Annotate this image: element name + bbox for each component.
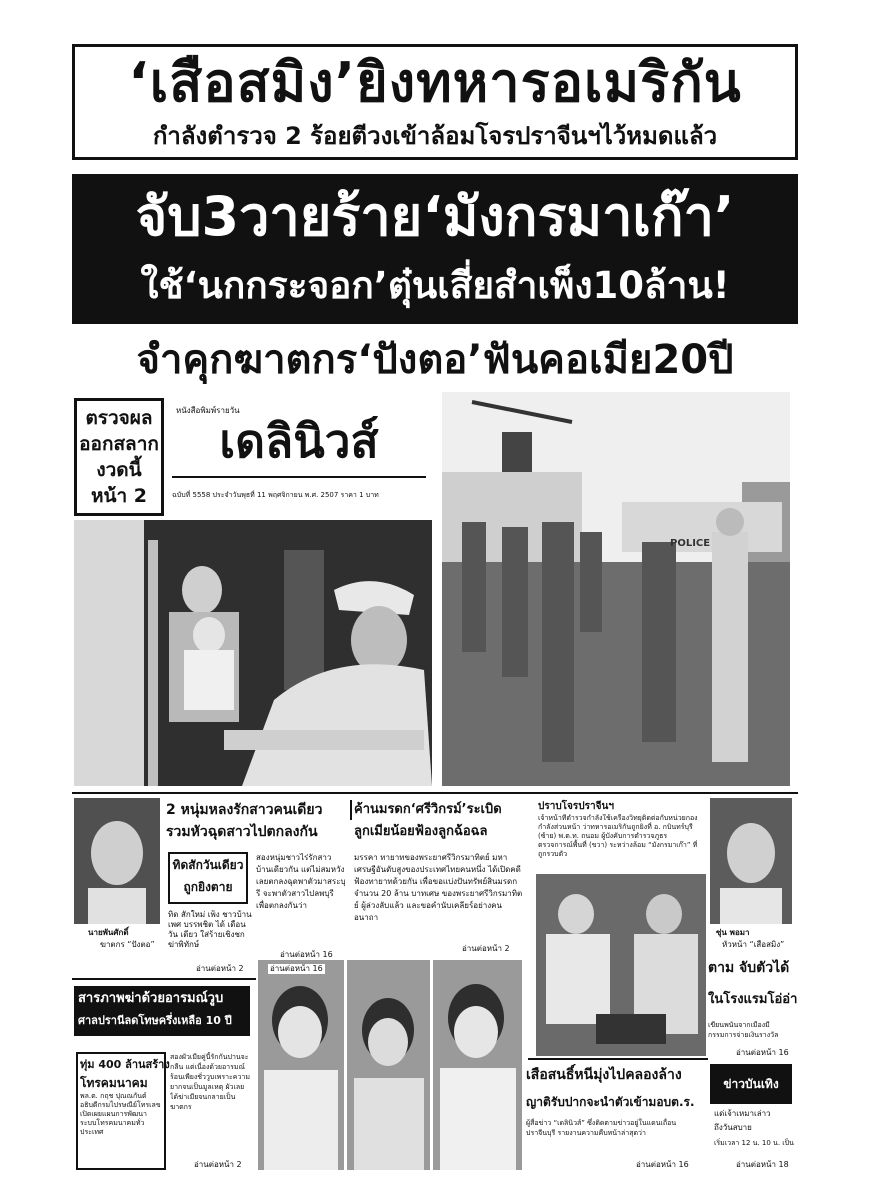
story-tiger-sub: ญาติรับปากจะนำตัวเข้ามอบต.ร.	[526, 1095, 695, 1109]
story-tiger-headline: เสือสนธิ์หนีมุ่งไปคลองล้าง	[526, 1067, 682, 1083]
story-inheritance-headline-2: ลูกเมียน้อยฟ้องลูกฉ้อฉล	[354, 824, 488, 839]
story-bandit-label: ปราบโจรปราจีนฯ	[538, 801, 614, 812]
story-two-men-continued-1: อ่านต่อหน้า 2	[196, 964, 244, 973]
headline-1-box	[72, 44, 798, 160]
masthead-rule	[172, 476, 426, 478]
photo-helicopter-drawing	[442, 392, 790, 786]
entertainment-line1: แด่เจ้าเหมาเล่าว	[714, 1109, 771, 1118]
telecom-line1: ทุ่ม 400 ล้านสร้าง	[80, 1058, 170, 1071]
story-tiger-continued: อ่านต่อหน้า 16	[636, 1160, 689, 1169]
story-tham-headline-1: ตาม จับตัวได้	[708, 960, 790, 976]
photo-suspect-portrait	[74, 798, 160, 924]
leader-portrait-drawing	[710, 798, 792, 924]
confession-sub: ศาลปรานีลดโทษครึ่งเหลือ 10 ปี	[78, 1014, 232, 1027]
entertainment-logo-text: ข่าวบันเทิง	[723, 1077, 779, 1091]
telecom-body: พล.ต. กฤช ปุณณกันต์ อธิบดีกรมไปรษณีย์โทรเลข เปิดเผยแผนการพัฒนาระบบโทรคมนาคมทั่วประเทศ	[80, 1092, 161, 1136]
photo-helicopter-field	[442, 392, 790, 786]
masthead-issue-line: ฉบับที่ 5558 ประจำวันพุธที่ 11 พฤศจิกายน พ.ศ. 2507 ราคา 1 บาท	[172, 491, 379, 499]
entertainment-line2: ถึงวันสบาย	[714, 1123, 752, 1132]
column-rule-1	[72, 792, 798, 794]
confession-bar-line: สารภาพฆ่าด้วยอารมณ์วูบ	[78, 991, 224, 1006]
story-inheritance-body: มรรคา ทายาทของพระยาศรีวิกรมาทิตย์ มหาเศรษฐีอันดับสูงของประเทศไทยคนหนึ่ง ได้เปิดคดีฟ้องทายาทด้วยกัน เพื่อขอแบ่งปันทรัพย์สินมรดกจำนวน 20 ล้าน บาทเศษ ของพระยาศรีวิกรมาทิตย์ ผู้ล่วงลับแล้ว และขอคำนับเคลียร์อย่างคนอนาถา	[354, 853, 523, 922]
headline-1-sub: กำลังตำรวจ 2 ร้อยตีวงเข้าล้อมโจรปราจีนฯไว้หมดแล้ว	[152, 122, 718, 150]
photo-three-suspects	[258, 960, 522, 1170]
lottery-box	[74, 398, 164, 516]
story-two-men-headline-1: 2 หนุ่มหลงรักสาวคนเดียว	[166, 802, 323, 818]
story-tham-continued: อ่านต่อหน้า 16	[736, 1048, 789, 1057]
photo-radio-officers	[536, 874, 706, 1056]
story-two-men-body-1: ทิด สักใหม่ เพ็ง ชาวบ้าน เพศ บรรพชิต ได้ เดือน วัน เดียว ใส่ร้ายเชิงชกฆ่าพิทักษ์	[168, 910, 252, 949]
headline-2-line2: ใช้‘นกกระจอก’ตุ๋นเสี่ยสำเพ็ง10ล้าน!	[140, 264, 730, 307]
caption-leader-name: ซุ่น พอมา	[716, 928, 750, 937]
photo-interior-drawing	[74, 520, 432, 786]
caption-leader-sub: หัวหน้า “เสือสมิง”	[722, 940, 785, 949]
headline-1-main: ‘เสือสมิง’ยิงทหารอเมริกัน	[128, 51, 742, 114]
confession-continued: อ่านต่อหน้า 2	[194, 1160, 242, 1169]
telecom-line2: โทรคมนาคม	[80, 1076, 148, 1090]
confession-body: สองผัวเมียคู่นี้รักกันปานจะกลืน แต่เนื่องด้วยอารมณ์ร้อนเพียงชั่ววูบเพราะความยากจนเป็นมูลเหตุ ผัวเลยได้ฆ่าเมียจนกลายเป็นฆาตกร	[170, 1053, 250, 1111]
headline-2-bar	[72, 174, 798, 324]
story-bandit-body: เจ้าหน้าที่ตำรวจกำลังใช้เครื่องวิทยุติดต่อกับหน่วยกองกำลังส่วนหน้า ว่าทหารอเมริกันถูกยิงที่ อ. กบินทร์บุรี (ซ้าย) พ.ต.ท. ถนอม ผู้บังคับการตำรวจภูธร ตรวจการณ์พื้นที่ (ขวา) ระหว่างล้อม “มังกรมาเก๊า” ที่ถูกรวบตัว	[538, 814, 698, 858]
entertainment-logo	[710, 1064, 792, 1104]
photo-interior-arrest	[74, 520, 432, 786]
story-tiger-body: ผู้สื่อข่าว “เดลินิวส์” ซึ่งติดตามข่าวอยู่ในแดนเถื่อน ปราจีนบุรี รายงานความคืบหน้าล่าสุดว่า	[526, 1119, 677, 1137]
lottery-line1: ตรวจผล	[85, 407, 153, 429]
story-tham-headline-2: ในโรงแรมโอ่อ่า	[708, 992, 798, 1007]
caption-suspect-name: นายพันศักดิ์	[88, 928, 129, 937]
column-rule-2	[72, 978, 256, 980]
lottery-line4: หน้า 2	[90, 485, 148, 507]
headline-3: จำคุกฆาตกร‘ปังตอ’ฟันคอเมีย20ปี	[136, 337, 734, 383]
story-tham-body: เขียนพนันจากเมืองมีกรรมการจ่ายเงินรางวัล	[708, 1021, 779, 1039]
photo-leader-portrait	[710, 798, 792, 924]
masthead-title: เดลินิวส์	[219, 414, 379, 468]
portrait-drawing	[74, 798, 160, 924]
column-rule-3	[528, 1058, 708, 1060]
police-label: POLICE	[670, 538, 711, 549]
three-suspects-drawing	[258, 960, 522, 1170]
caption-suspect-sub: ฆาตกร “ปังตอ”	[100, 940, 155, 949]
lottery-line3: งวดนี้	[96, 459, 142, 481]
story-two-men-body-2: สองหนุ่มชาวไร่รักสาวบ้านเดียวกัน แต่ไม่สมหวัง เลยตกลงฉุดพาตัวมาสระบุรี จะพาตัวสาวไปลพบุรี เพื่อตกลงกันว่า	[256, 853, 346, 910]
entertainment-line3: เริ่มเวลา 12 น. 10 น. เป็น	[714, 1139, 794, 1147]
photo-three-continued: อ่านต่อหน้า 16	[270, 964, 323, 973]
entertainment-continued: อ่านต่อหน้า 18	[736, 1160, 789, 1169]
masthead	[168, 398, 430, 516]
confession-bar	[74, 986, 250, 1036]
story-two-men-continued-2: อ่านต่อหน้า 16	[280, 950, 333, 959]
telecom-box	[76, 1052, 170, 1170]
story-two-men-headline-2: รวมหัวฉุดสาวไปตกลงกัน	[166, 824, 318, 840]
masthead-small: หนังสือพิมพ์รายวัน	[176, 406, 240, 415]
radio-officers-drawing	[536, 874, 706, 1056]
boxed-line1: ทิดสักวันเดียว	[172, 858, 244, 872]
story-two-men-boxed	[168, 852, 248, 904]
boxed-line2: ถูกยิงตาย	[183, 880, 233, 894]
story-inheritance-continued: อ่านต่อหน้า 2	[462, 944, 510, 953]
lottery-line2: ออกสลาก	[79, 433, 159, 455]
story-inheritance-headline-1: ค้านมรดก‘ศรีวิกรม์’ระเบิด	[350, 800, 526, 820]
headline-2-line1: จับ3วายร้าย‘มังกรมาเก๊า’	[135, 185, 735, 248]
